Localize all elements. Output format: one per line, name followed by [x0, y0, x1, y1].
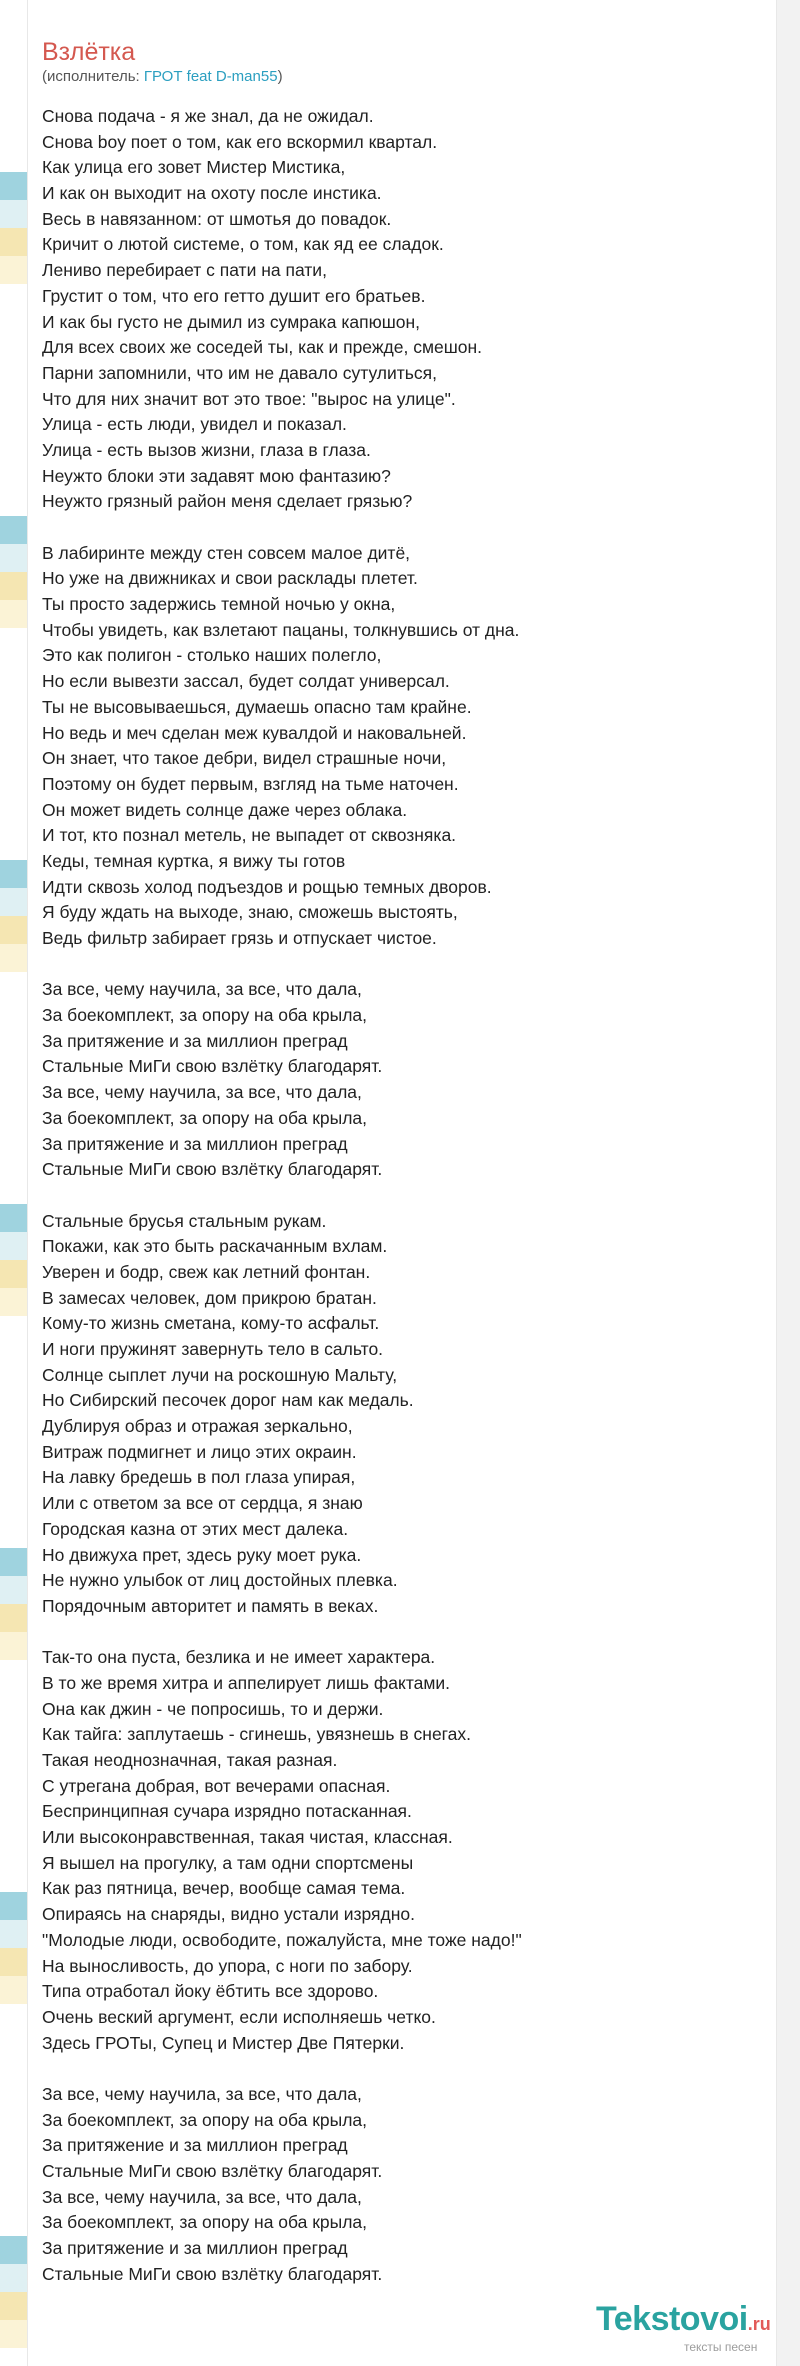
lyric-line: Ты просто задержись темной ночью у окна,	[42, 594, 396, 615]
lyric-line: Здесь ГРОТы, Супец и Мистер Две Пятерки.	[42, 2032, 405, 2053]
lyric-line	[42, 2056, 522, 2082]
lyric-line: Лениво перебирает с пати на пати,	[42, 260, 327, 281]
lyric-line: Стальные брусья стальным рукам.	[42, 1210, 327, 1231]
lyric-line: За притяжение и за миллион преград	[42, 2135, 348, 2156]
logo-tagline: тексты песен	[684, 2340, 758, 2354]
lyric-line: Кеды, темная куртка, я вижу ты готов	[42, 850, 346, 871]
lyric-line: И тот, кто познал метель, не выпадет от сквозняка.	[42, 825, 457, 846]
lyric-line: Я вышел на прогулку, а там одни спортсмены	[42, 1852, 414, 1873]
lyric-line: Неужто грязный район меня сделает грязью?	[42, 491, 413, 512]
lyric-line: В то же время хитра и аппелирует лишь фактами.	[42, 1672, 451, 1693]
lyric-line: Уверен и бодр, свеж как летний фонтан.	[42, 1261, 371, 1282]
lyric-line: Но движуха прет, здесь руку моет рука.	[42, 1544, 362, 1565]
lyric-line: Но Сибирский песочек дорог нам как медаль.	[42, 1390, 414, 1411]
lyric-line: За боекомплект, за опору на оба крыла,	[42, 2212, 368, 2233]
logo-name: Tekstovoi	[596, 2300, 748, 2338]
lyric-line: Ты не высовываешься, думаешь опасно там крайне.	[42, 696, 472, 717]
lyric-line: Городская казна от этих мест далека.	[42, 1518, 349, 1539]
lyric-line: Улица - есть вызов жизни, глаза в глаза.	[42, 439, 371, 460]
lyric-line: В замесах человек, дом прикрою братан.	[42, 1287, 377, 1308]
lyric-line: Улица - есть люди, увидел и показал.	[42, 414, 347, 435]
lyric-line	[42, 515, 522, 541]
lyric-line: И как бы густо не дымил из сумрака капюшон,	[42, 311, 420, 332]
lyric-line: Идти сквозь холод подъездов и рощью темных дворов.	[42, 876, 492, 897]
lyric-line: Типа отработал йоку ёбтить все здорово.	[42, 1981, 379, 2002]
lyric-line: Кому-то жизнь сметана, кому-то асфальт.	[42, 1313, 380, 1334]
lyric-line: Очень веский аргумент, если исполняешь четко.	[42, 2006, 436, 2027]
lyric-line: Ведь фильтр забирает грязь и отпускает чистое.	[42, 928, 437, 948]
song-title: Взлётка	[42, 38, 136, 66]
lyric-line: Или с ответом за все от сердца, я знаю	[42, 1493, 363, 1514]
lyric-line: За боекомплект, за опору на оба крыла,	[42, 2109, 368, 2130]
lyric-line: Витраж подмигнет и лицо этих окраин.	[42, 1441, 357, 1462]
lyric-line: Но уже на движниках и свои расклады плетет.	[42, 568, 418, 589]
lyric-line: Поэтому он будет первым, взгляд на тьме наточен.	[42, 773, 459, 794]
performer-line	[42, 68, 283, 85]
lyric-line: Или высоконравственная, такая чистая, классная.	[42, 1827, 453, 1848]
lyric-line: За все, чему научила, за все, что дала,	[42, 1082, 362, 1103]
lyric-line: Не нужно улыбок от лиц достойных плевка.	[42, 1570, 398, 1591]
lyric-line	[42, 1183, 522, 1209]
performer-prefix: (исполнитель:	[42, 68, 144, 85]
lyric-line: Снова boy поет о том, как его вскормил квартал.	[42, 131, 438, 152]
page	[27, 0, 777, 2366]
lyric-line: В лабиринте между стен совсем малое дитё,	[42, 542, 411, 563]
lyric-line: На выносливость, до упора, с ноги по забору.	[42, 1955, 413, 1976]
lyric-line: Стальные МиГи свою взлётку благодарят.	[42, 1056, 383, 1077]
lyric-line: Стальные МиГи свою взлётку благодарят.	[42, 1159, 383, 1180]
lyric-line: Кричит о лютой системе, о том, как яд ее сладок.	[42, 234, 444, 255]
lyric-line: Снова подача - я же знал, да не ожидал.	[42, 106, 374, 126]
lyric-line: За притяжение и за миллион преград	[42, 1133, 348, 1154]
lyric-line: На лавку бредешь в пол глаза упирая,	[42, 1467, 356, 1488]
lyric-line: С утреганa добрая, вот вечерами опасная.	[42, 1775, 391, 1796]
lyric-line: За все, чему научила, за все, что дала,	[42, 2083, 362, 2104]
lyric-line: Неужто блоки эти задавят мою фантазию?	[42, 465, 391, 486]
lyric-line: Солнце сыплет лучи на роскошную Мальту,	[42, 1364, 398, 1385]
lyric-line: Покажи, как это быть раскачанным вхлам.	[42, 1236, 388, 1257]
lyric-line: За боекомплект, за опору на оба крыла,	[42, 1005, 368, 1026]
lyric-line: Я буду ждать на выходе, знаю, сможешь выстоять,	[42, 902, 458, 923]
lyric-line: Такая неоднозначная, такая разная.	[42, 1750, 338, 1770]
lyric-line: Он знает, что такое дебри, видел страшные ночи,	[42, 748, 447, 769]
lyric-line: Это как полигон - столько наших полегло,	[42, 645, 382, 666]
lyric-line: Опираясь на снаряды, видно устали изрядно.	[42, 1904, 415, 1925]
site-logo[interactable]	[596, 2300, 771, 2354]
lyric-line: Дублируя образ и отражая зеркально,	[42, 1416, 353, 1437]
lyric-line: Стальные МиГи свою взлётку благодарят.	[42, 2161, 383, 2181]
lyric-line: И как он выходит на охоту после инстика.	[42, 183, 382, 204]
lyric-line: Грустит о том, что его гетто душит его братьев.	[42, 285, 426, 306]
lyric-line: Но если вывезти зассал, будет солдат универсал.	[42, 671, 450, 692]
lyric-line: Беспринципная сучара изрядно потасканная.	[42, 1801, 412, 1822]
lyric-line: Что для них значит вот это твое: "вырос на улице".	[42, 388, 456, 409]
performer-link[interactable]: ГРОТ feat D-man55	[143, 68, 278, 85]
lyric-line: Как раз пятница, вечер, вообще самая тема.	[42, 1878, 406, 1899]
lyric-line: Чтобы увидеть, как взлетают пацаны, толкнувшись от дна.	[42, 619, 520, 640]
lyric-line: За притяжение и за миллион преград	[42, 2238, 348, 2259]
logo-tld: .ru	[747, 2314, 771, 2334]
lyric-line: За притяжение и за миллион преград	[42, 1030, 348, 1051]
lyric-line: "Молодые люди, освободите, пожалуйста, мне тоже надо!"	[42, 1929, 522, 1950]
lyric-line: За все, чему научила, за все, что дала,	[42, 979, 362, 1000]
lyric-line: Порядочным авторитет и память в веках.	[42, 1595, 379, 1616]
lyric-line: Как улица его зовет Мистер Мистика,	[42, 157, 346, 178]
lyric-line: Она как джин - че попросишь, то и держи.	[42, 1698, 384, 1719]
lyric-line: Так-то она пуста, безлика и не имеет характера.	[42, 1647, 436, 1668]
lyric-line: Для всех своих же соседей ты, как и прежде, смешон.	[42, 337, 483, 358]
lyric-line	[42, 1620, 522, 1646]
lyric-line: Но ведь и меч сделан меж кувалдой и наковальней.	[42, 722, 467, 743]
lyric-line: За все, чему научила, за все, что дала,	[42, 2186, 362, 2207]
lyric-line: Как тайга: заплутаешь - сгинешь, увязнешь в снегах.	[42, 1724, 472, 1745]
lyric-line: Стальные МиГи свою взлётку благодарят.	[42, 2263, 383, 2284]
lyrics-text	[42, 104, 522, 2287]
lyric-line: Он может видеть солнце даже через облака.	[42, 799, 408, 820]
lyric-line: Весь в навязанном: от шмотья до повадок.	[42, 208, 392, 229]
lyric-line	[42, 952, 522, 978]
lyric-line: За боекомплект, за опору на оба крыла,	[42, 1107, 368, 1128]
lyric-line: Парни запомнили, что им не давало сутулиться,	[42, 362, 438, 383]
lyric-line: И ноги пружинят завернуть тело в сальто.	[42, 1339, 384, 1359]
performer-suffix: )	[277, 68, 283, 85]
